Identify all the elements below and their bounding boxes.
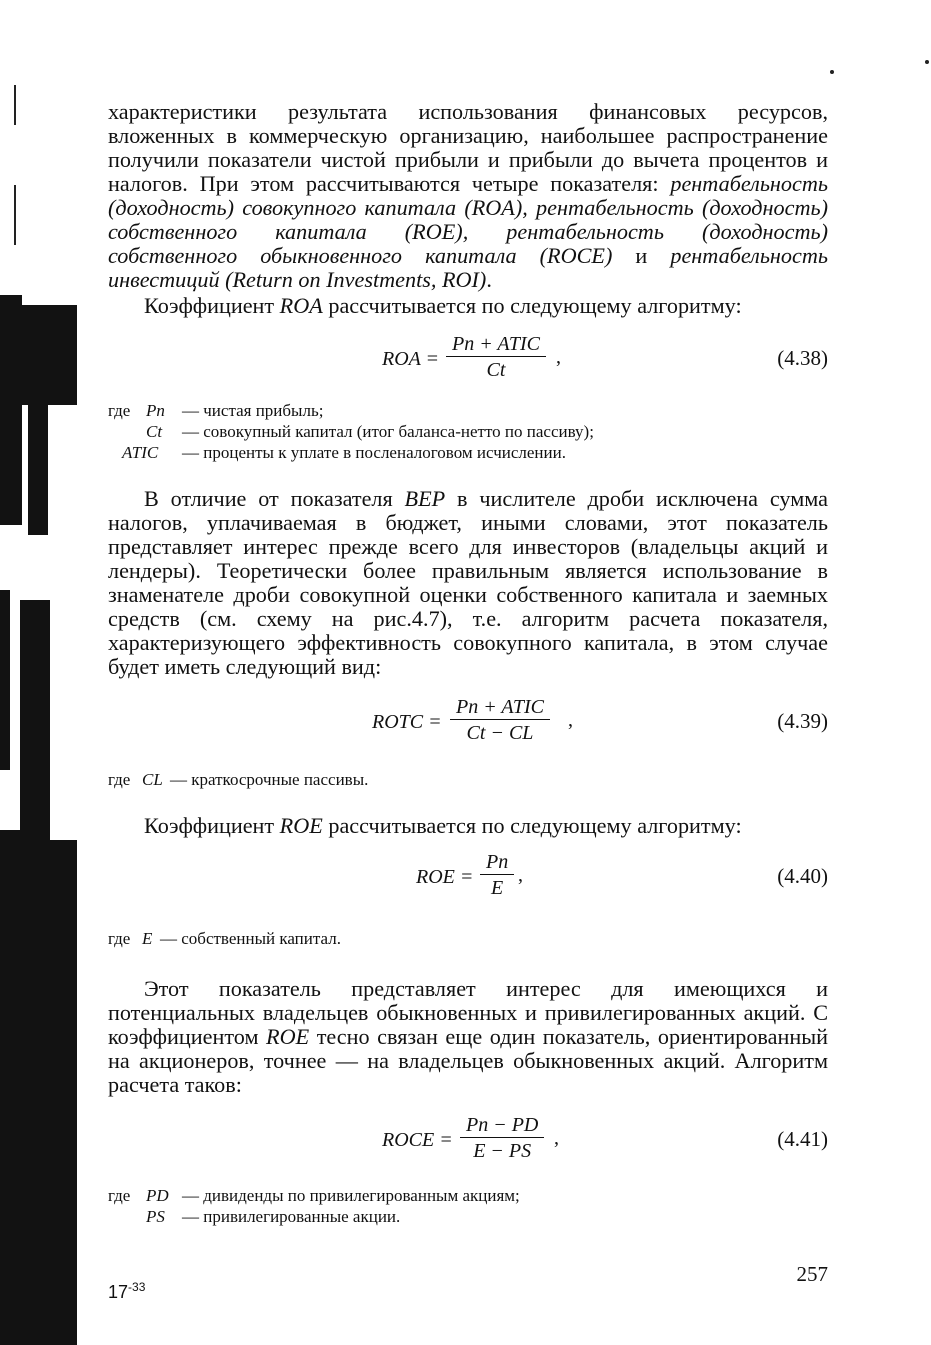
where-row: где Pn — чистая прибыль; <box>108 401 324 420</box>
roe-intro: Коэффициент ROE рассчитывается по следующему алгоритму: <box>144 813 742 838</box>
roa-intro: Коэффициент ROA рассчитывается по следующему алгоритму: <box>144 293 742 318</box>
equation-number: (4.39) <box>777 709 828 733</box>
where-list-2 <box>108 769 828 790</box>
formula-4-41: ROCE = $\frac{Pn - PD}{E - PS}$ , (4.41) <box>382 1114 828 1162</box>
formula-lhs: ROTC = <box>372 711 442 733</box>
where-list-1 <box>108 400 828 463</box>
signature-mark: $17^{-33}$ <box>108 1280 146 1302</box>
where-row: где CL — краткосрочные пассивы. <box>108 770 369 789</box>
formula-fraction: Pn + ATIC Ct <box>446 332 546 383</box>
roce-paragraph: Этот показатель представляет интерес для имеющихся и потенциальных владельцев обыкновенных и привилегированных акций. С коэффициентом ROE тесно связан еще один показатель, ориентированный на акционеров, точнее — на владельцев обыкновенных акций. Алгоритм расчета таков: <box>108 976 828 1097</box>
where-list-4 <box>108 1185 828 1227</box>
equation-number: (4.41) <box>777 1127 828 1151</box>
equation-number: (4.40) <box>777 864 828 888</box>
formula-4-38: ROA = Pn + ATIC Ct , (4.38) <box>382 333 828 381</box>
formula-lhs: ROCE = <box>382 1129 453 1151</box>
page-footer <box>108 1262 828 1302</box>
page-number: 257 <box>796 1262 828 1286</box>
where-list-3 <box>108 928 828 949</box>
formula-fraction: $\frac{Pn - PD}{E - PS}$ <box>460 1113 544 1164</box>
scan-gutter <box>0 0 90 1345</box>
where-row: PS — привилегированные акции. <box>146 1207 401 1226</box>
page-body <box>108 100 828 1227</box>
formula-4-39: ROTC = Pn + ATIC Ct − CL , (4.39) <box>372 696 828 744</box>
formula-4-40: ROE = $\frac{Pn}{E}$ , (4.40) <box>416 851 828 899</box>
speck <box>830 70 834 74</box>
where-row: где PD — дивиденды по привилегированным акциям; <box>108 1186 520 1205</box>
where-row: где E — собственный капитал. <box>108 929 341 948</box>
where-row: Ct — совокупный капитал (итог баланса-нетто по пассиву); <box>146 422 594 441</box>
intro-paragraph: характеристики результата использования финансовых ресурсов, вложенных в коммерческую организацию, наибольшее распространение получили показатели чистой прибыли и прибыли до вычета процентов и налогов. При этом рассчитываются четыре показателя: рентабельность (доходность) совокупного капитала (ROA), рентабельность (доходность) собственного капитала (ROE), рентабельность (доходность) собственного обыкновенного капитала (ROCE) и рентабельность инвестиций (Return on Investments, ROI). <box>108 99 828 292</box>
formula-lhs: ROE = <box>416 866 474 888</box>
where-row: ATIC — проценты к уплате в посленалоговом исчислении. <box>122 443 566 462</box>
formula-lhs: ROA = <box>382 348 440 370</box>
formula-fraction: Pn + ATIC Ct − CL <box>450 695 550 746</box>
equation-number: (4.38) <box>777 346 828 370</box>
speck <box>925 60 929 64</box>
bep-paragraph: В отличие от показателя BEP в числителе дроби исключена сумма налогов, уплачиваемая в бюджет, иными словами, этот показатель представляет интерес прежде всего для инвесторов (владельцы акций и лендеры). Теоретически более правильным является использование в знаменателе дроби совокупной оценки собственного капитала и заемных средств (см. схему на рис.4.7), т.е. алгоритм расчета показателя, характеризующего эффективность совокупного капитала, в этом случае будет иметь следующий вид: <box>108 486 828 679</box>
formula-fraction: $\frac{Pn}{E}$ <box>480 850 514 901</box>
